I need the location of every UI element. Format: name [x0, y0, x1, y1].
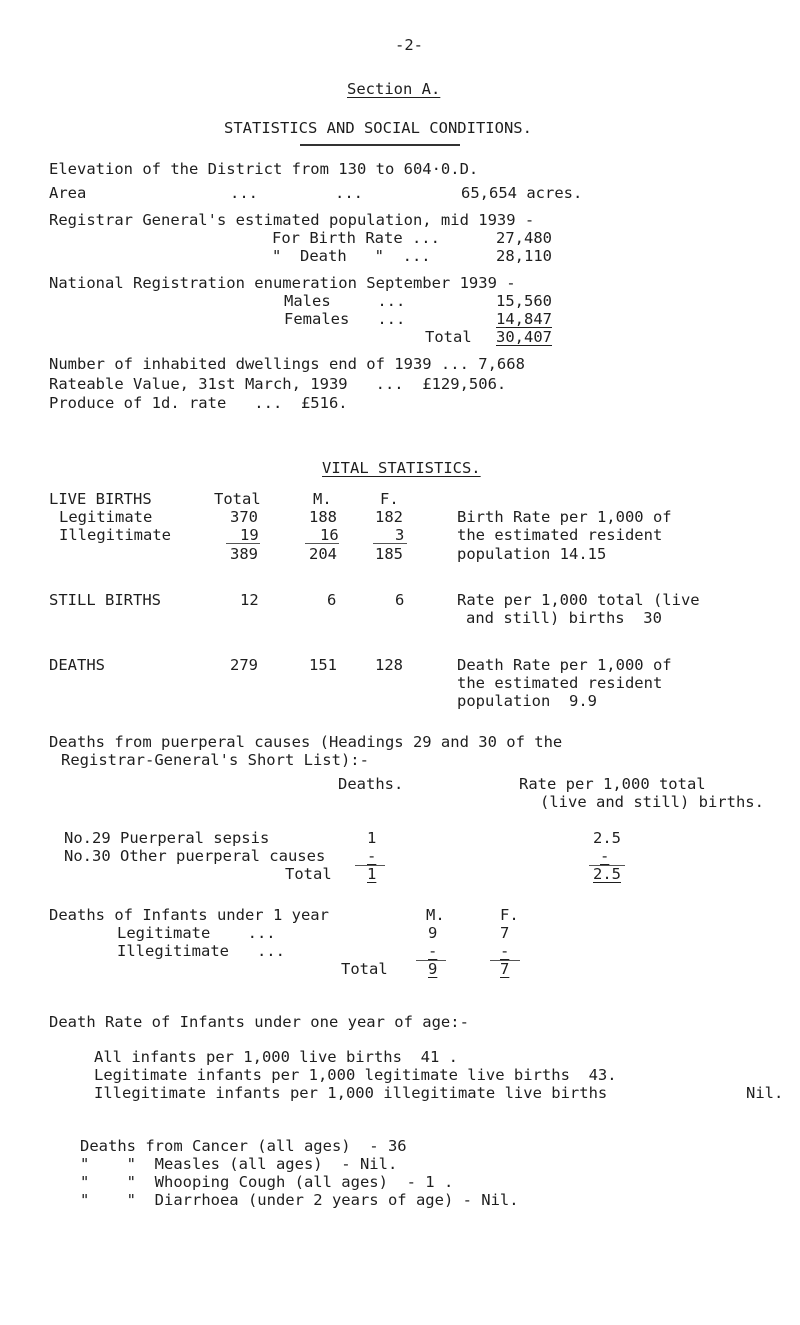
- births-male-total: 204: [309, 545, 337, 563]
- still-female: 6: [395, 591, 405, 609]
- puerperal-total-rate: 2.5: [593, 865, 621, 883]
- death-rate-label: " Death " ...: [272, 247, 431, 265]
- puerperal-other-deaths: -: [367, 847, 377, 865]
- produce-line: Produce of 1d. rate ... £516.: [49, 394, 348, 412]
- infant-illegit-label: Illegitimate ...: [117, 942, 285, 960]
- infant-legit-male: 9: [428, 924, 438, 942]
- deaths-label: DEATHS: [49, 656, 105, 674]
- births-total: 389: [230, 545, 258, 563]
- page-number: -2-: [395, 36, 423, 54]
- infant-legit-female: 7: [500, 924, 510, 942]
- infant-total-male: 9: [428, 960, 438, 978]
- page-title: STATISTICS AND SOCIAL CONDITIONS.: [224, 119, 532, 137]
- births-rule-female: [373, 543, 407, 544]
- males-label: Males ...: [284, 292, 406, 310]
- still-rate-note-2: and still) births 30: [466, 609, 662, 627]
- males-value: 15,560: [496, 292, 552, 310]
- area-label: Area: [49, 184, 87, 202]
- legit-female: 182: [375, 508, 403, 526]
- puerperal-col-rate-2: (live and still) births.: [540, 793, 764, 811]
- col-female-header: F.: [380, 490, 399, 508]
- live-births-label: LIVE BIRTHS: [49, 490, 152, 508]
- rateable-line: Rateable Value, 31st March, 1939 ... £129,506.: [49, 375, 507, 393]
- puerperal-total-deaths: 1: [367, 865, 377, 883]
- infant-col-female: F.: [500, 906, 519, 924]
- illegit-female: 3: [395, 526, 405, 544]
- puerperal-other-rate: -: [600, 847, 610, 865]
- death-rate-note-2: the estimated resident: [457, 674, 663, 692]
- population-total-value: 30,407: [496, 328, 552, 346]
- col-male-header: M.: [313, 490, 332, 508]
- infant-rate-title: Death Rate of Infants under one year of age:-: [49, 1013, 469, 1031]
- col-total-header: Total: [214, 490, 261, 508]
- birth-rate-note-1: Birth Rate per 1,000 of: [457, 508, 672, 526]
- infant-rate-illegit-value: Nil.: [746, 1084, 784, 1102]
- death-rate-note-1: Death Rate per 1,000 of: [457, 656, 672, 674]
- diarrhoea-deaths: " " Diarrhoea (under 2 years of age) - Nil.: [80, 1191, 519, 1209]
- birth-rate-value: 27,480: [496, 229, 552, 247]
- infant-deaths-label: Deaths of Infants under 1 year: [49, 906, 329, 924]
- death-rate-note-3: population 9.9: [457, 692, 597, 710]
- elevation-line: Elevation of the District from 130 to 604·0.D.: [49, 160, 479, 178]
- deaths-male: 151: [309, 656, 337, 674]
- area-dots: ...: [230, 184, 258, 202]
- puerperal-sepsis-rate: 2.5: [593, 829, 621, 847]
- dwellings-line: Number of inhabited dwellings end of 1939 ... 7,668: [49, 355, 525, 373]
- puerperal-intro-1: Deaths from puerperal causes (Headings 29 and 30 of the: [49, 733, 563, 751]
- deaths-female: 128: [375, 656, 403, 674]
- puerperal-sepsis-deaths: 1: [367, 829, 377, 847]
- measles-deaths: " " Measles (all ages) - Nil.: [80, 1155, 398, 1173]
- still-male: 6: [327, 591, 337, 609]
- area-dots-2: ...: [335, 184, 363, 202]
- illegitimate-label: Illegitimate: [59, 526, 171, 544]
- females-label: Females ...: [284, 310, 406, 328]
- vital-statistics-heading: VITAL STATISTICS.: [322, 459, 481, 477]
- birth-rate-note-3: population 14.15: [457, 545, 607, 563]
- infant-total-female: 7: [500, 960, 510, 978]
- births-rule-male: [305, 543, 339, 544]
- puerperal-intro-2: Registrar-General's Short List):-: [61, 751, 369, 769]
- puerperal-col-rate-1: Rate per 1,000 total: [519, 775, 706, 793]
- area-value: 65,654 acres.: [461, 184, 583, 202]
- infant-illegit-male: -: [428, 942, 438, 960]
- cancer-deaths: Deaths from Cancer (all ages) - 36: [80, 1137, 407, 1155]
- legitimate-label: Legitimate: [59, 508, 153, 526]
- birth-rate-label: For Birth Rate ...: [272, 229, 440, 247]
- birth-rate-note-2: the estimated resident: [457, 526, 663, 544]
- illegit-male: 16: [320, 526, 339, 544]
- still-rate-note-1: Rate per 1,000 total (live: [457, 591, 700, 609]
- enumeration-line: National Registration enumeration September 1939 -: [49, 274, 516, 292]
- death-rate-value: 28,110: [496, 247, 552, 265]
- births-female-total: 185: [375, 545, 403, 563]
- legit-total: 370: [230, 508, 258, 526]
- deaths-total: 279: [230, 656, 258, 674]
- births-rule-total: [226, 543, 260, 544]
- infant-illegit-female: -: [500, 942, 510, 960]
- still-births-label: STILL BIRTHS: [49, 591, 161, 609]
- population-total-label: Total: [425, 328, 472, 346]
- puerperal-other-label: No.30 Other puerperal causes: [64, 847, 326, 865]
- puerperal-col-deaths: Deaths.: [338, 775, 404, 793]
- whooping-cough-deaths: " " Whooping Cough (all ages) - 1 .: [80, 1173, 454, 1191]
- title-rule: [300, 144, 460, 146]
- infant-rate-illegit: Illegitimate infants per 1,000 illegitimate live births: [94, 1084, 608, 1102]
- infant-col-male: M.: [426, 906, 445, 924]
- puerperal-total-label: Total: [285, 865, 332, 883]
- puerperal-sepsis-label: No.29 Puerperal sepsis: [64, 829, 270, 847]
- infant-rate-all: All infants per 1,000 live births 41 .: [94, 1048, 458, 1066]
- females-value: 14,847: [496, 310, 552, 328]
- infant-legit-label: Legitimate ...: [117, 924, 276, 942]
- illegit-total: 19: [240, 526, 259, 544]
- registrar-line: Registrar General's estimated population, mid 1939 -: [49, 211, 535, 229]
- infant-total-label: Total: [341, 960, 388, 978]
- section-heading: Section A.: [347, 80, 441, 98]
- legit-male: 188: [309, 508, 337, 526]
- infant-rate-legit: Legitimate infants per 1,000 legitimate live births 43.: [94, 1066, 617, 1084]
- still-total: 12: [240, 591, 259, 609]
